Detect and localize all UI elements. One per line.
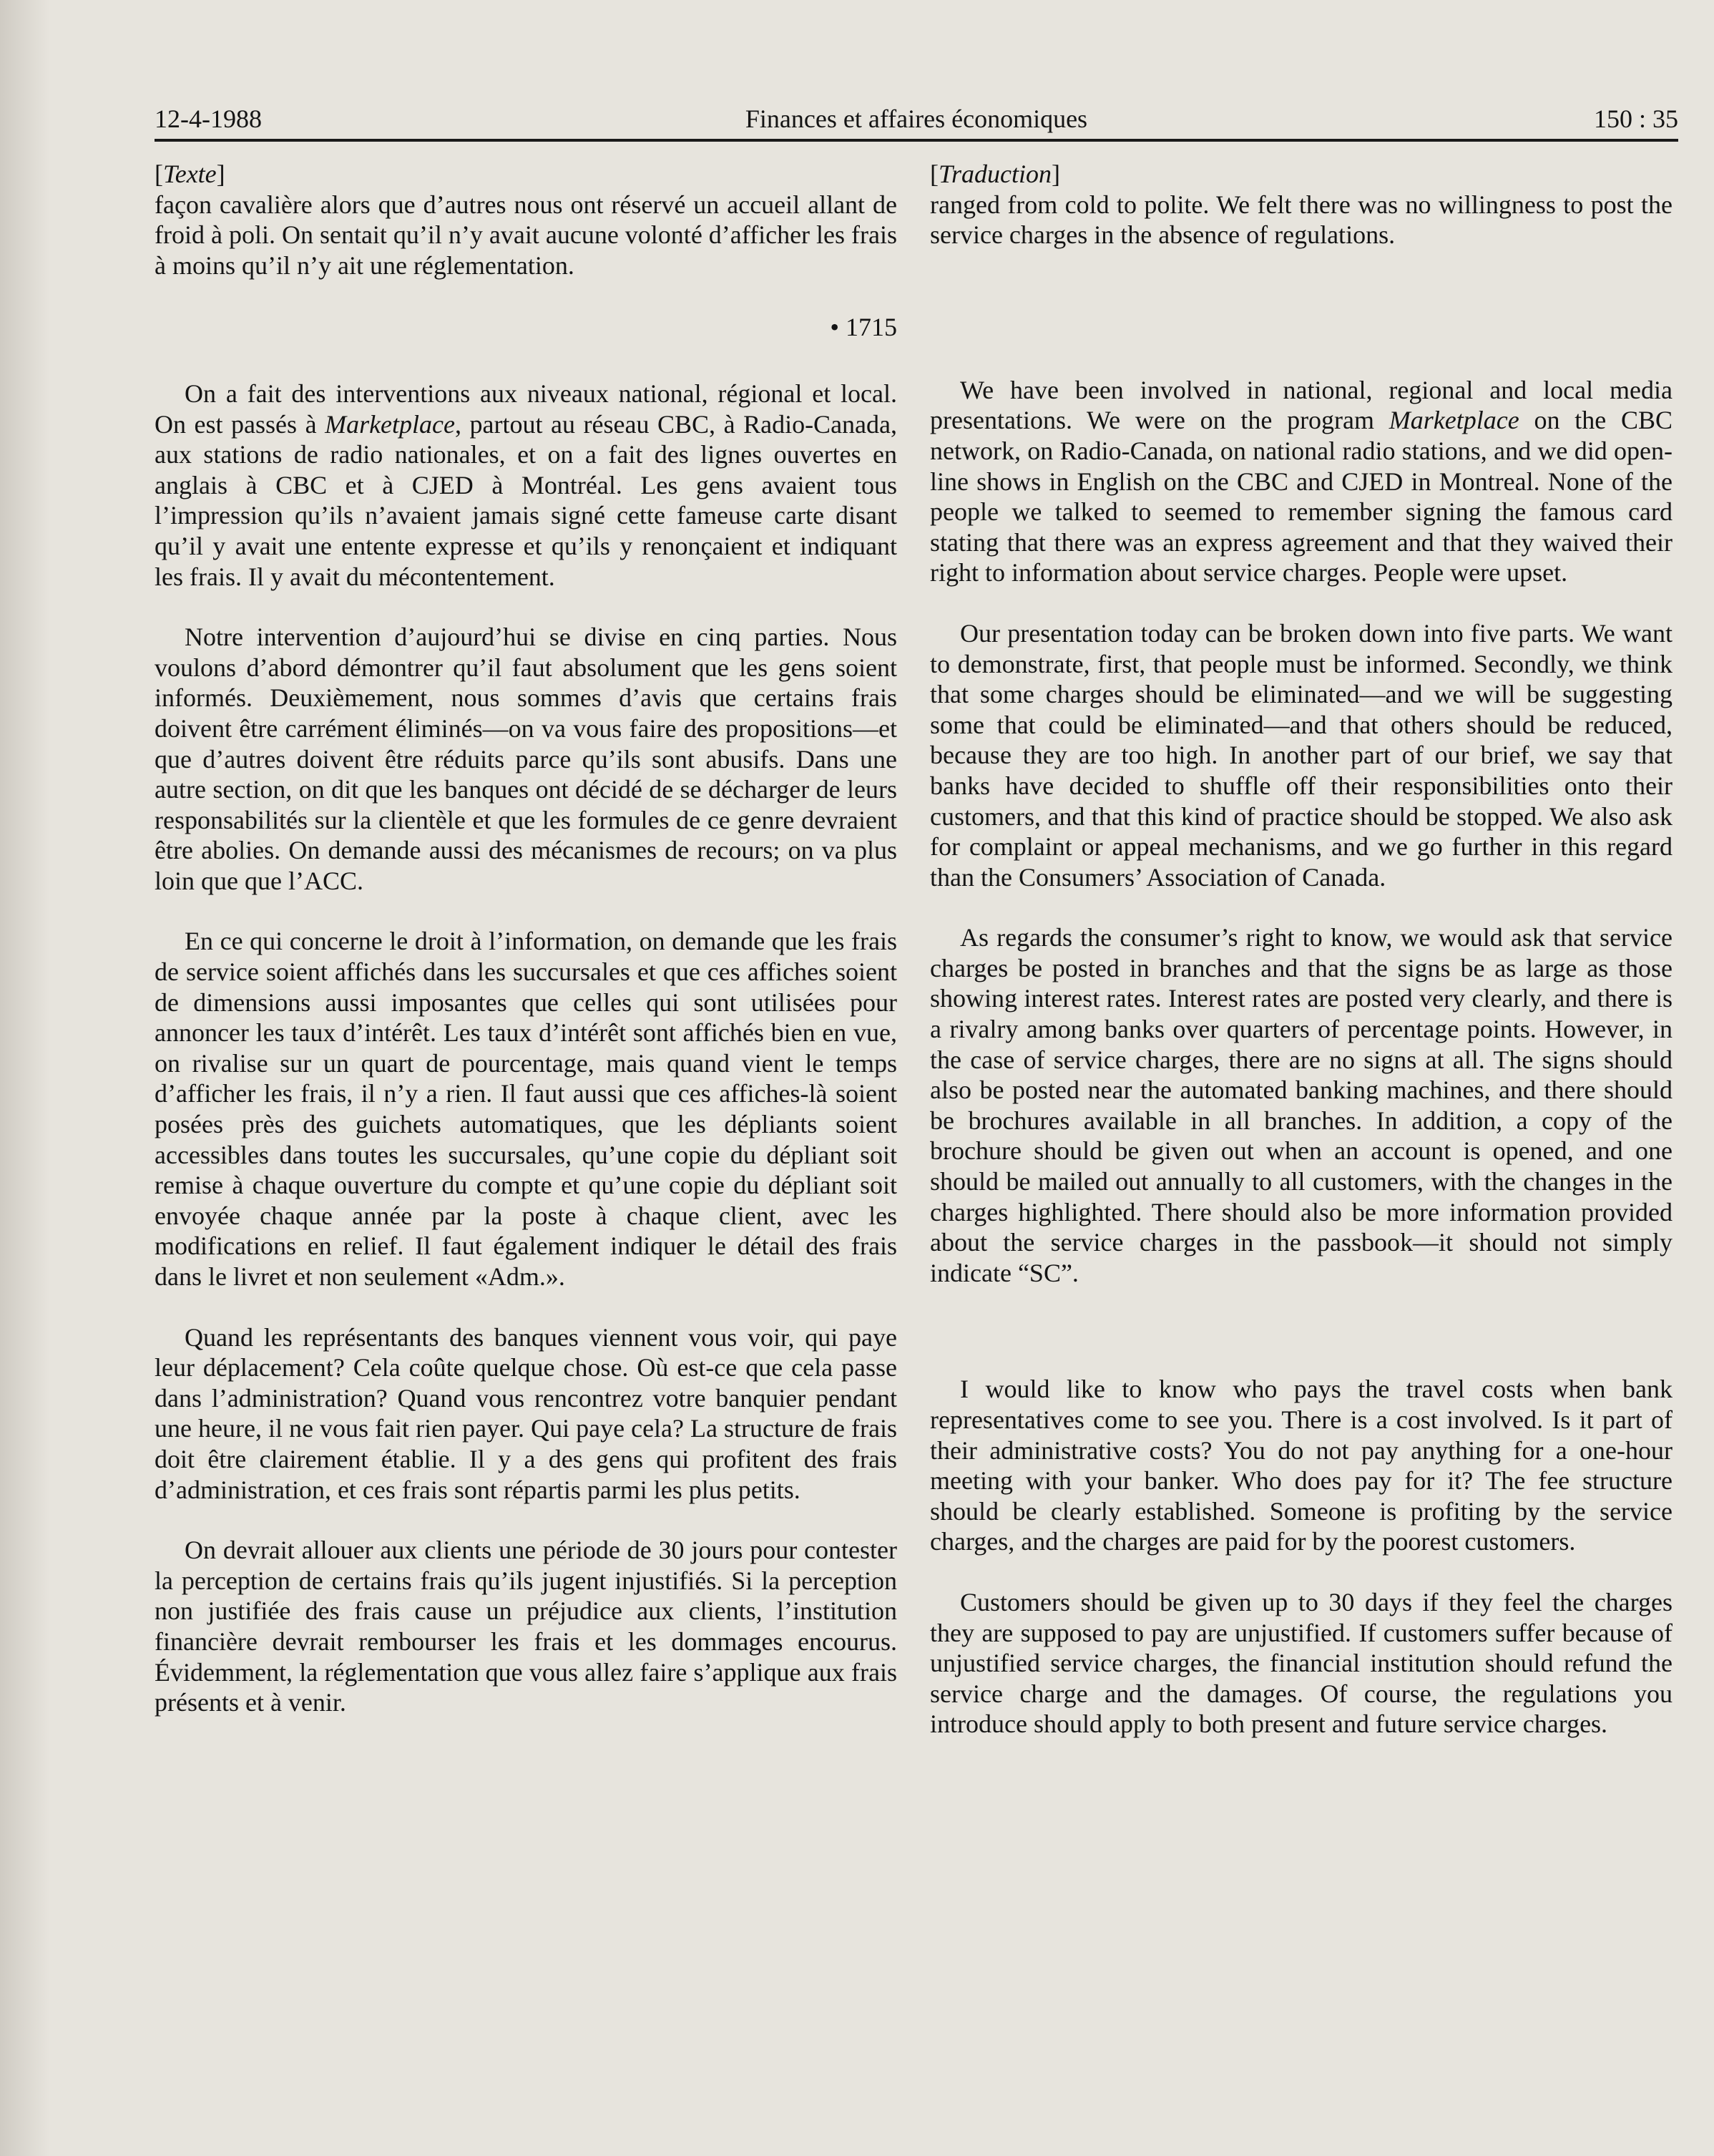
time-marker: • 1715 (830, 313, 897, 342)
paragraph-en-4: As regards the consumer’s right to know, we would ask that service charges be posted in branches and that the signs be as large as those showing interest rates. Interest rates are posted very clearly, and there is a rivalry among banks over quarters of percentage points. However, in the case of service charges, there are no signs at all. The signs should also be posted near the automated banking machines, and there should be brochures available in all branches. In addition, a copy of the brochure should be given out when an account is opened, and one should be mailed out annually to all customers, with the changes in the charges highlighted. There should also be more information provided about the service charges in the passbook—it should not simply indicate “SC”. (930, 923, 1673, 1287)
paragraph-en-3: Our presentation today can be broken down into five parts. We want to demonstrate, first, that people must be informed. Secondly, we think that some charges should be eliminated—and we will be suggesting some that could be eliminated—and that others should be reduced, because they are too high. In another part of our brief, we say that banks have decided to shuffle off their responsibilities onto their customers, and that this kind of practice should be stopped. We also ask for complaint or appeal mechanisms, and we go further in this regard than the Consumers’ Association of Canada. (930, 618, 1673, 892)
paragraph-fr-6: On devrait allouer aux clients une période de 30 jours pour contester la perception de certains frais qu’ils jugent injustifiés. Si la perception non justifiée des frais cause un préjudice aux clients, l’institution financière devrait rembourser les frais et les dommages encourus. Évidemment, la réglementation que vous allez faire s’applique aux frais présents et à venir. (155, 1536, 897, 1717)
label-texte: Texte (163, 160, 217, 188)
label-bracket-close: ] (216, 160, 225, 188)
paragraph-fr-2-part-a: On a fait des interventions aux niveaux national, régional et local. On est passés à (155, 379, 897, 439)
paragraph-en-6: Customers should be given up to 30 days if they feel the charges they are supposed to pay are unjustified. If customers suffer because of unjustified service charges, the financial institution should refund the service charge and the damages. Of course, the regulations you introduce should apply to both present and future service charges. (930, 1587, 1673, 1739)
header-date: 12-4-1988 (155, 104, 262, 133)
paragraph-fr-2 (155, 379, 897, 592)
section-label-traduction (930, 159, 1673, 190)
label-bracket-open: [ (930, 160, 939, 188)
paragraph-fr-3: Notre intervention d’aujourd’hui se divise en cinq parties. Nous voulons d’abord démontrer qu’il faut absolument que les gens soient informés. Deuxièmement, nous sommes d’avis que certains frais doivent être carrément éliminés—on va vous faire des propositions—et que d’autres doivent être réduits parce qu’ils sont abusifs. Dans une autre section, on dit que les banques ont décidé de se décharger de leurs responsabilités sur la clientèle et que les formules de ce genre devraient être abolies. On demande aussi des mécanismes de recours; on va plus loin que que l’ACC. (155, 623, 897, 895)
section-label-texte (155, 159, 897, 190)
paragraph-en-5: I would like to know who pays the travel costs when bank representatives come to see you. There is a cost involved. Is it part of their administrative costs? You do not pay anything for a one-hour meeting with your banker. Who does pay for it? The fee structure should be clearly established. Someone is profiting by the service charges, and the charges are paid for by the poorest customers. (930, 1375, 1673, 1556)
paragraph-en-2-part-a: We have been involved in national, regional and local media presentations. We were on the program (930, 375, 1673, 435)
paragraph-en-2-program-name: Marketplace (1389, 406, 1519, 435)
header-title: Finances et affaires économiques (745, 104, 1088, 133)
header-page-number: 150 : 35 (1593, 104, 1678, 133)
right-column-english (930, 159, 1673, 1740)
paragraph-fr-4: En ce qui concerne le droit à l’information, on demande que les frais de service soient affichés dans les succursales et que ces affiches soient de dimensions aussi imposantes que celles qui sont utilisées pour annoncer les taux d’intérêt. Les taux d’intérêt sont affichés bien en vue, on rivalise sur un quart de pourcentage, mais quand vient le temps d’afficher les frais, il n’y a rien. Il faut aussi que ces affiches-là soient posées près des guichets automatiques, que les dépliants soient accessibles dans toutes les succursales, qu’une copie du dépliant soit remise à chaque ouverture du compte et qu’une copie du dépliant soit envoyée chaque année par la poste à chaque client, avec les modifications en relief. Il faut également indiquer le détail des frais dans le livret et non seulement «Adm.». (155, 927, 897, 1291)
label-traduction: Traduction (939, 160, 1052, 188)
paragraph-fr-2-part-b: , partout au réseau CBC, à Radio-Canada, aux stations de radio nationales, et on a fait des lignes ouvertes en anglais à CBC et à CJED à Montréal. Les gens avaient tous l’impression qu’ils n’avaient jamais signé cette fameuse carte disant qu’il y avait une entente expresse et qu’ils y renonçaient et indiquant les frais. Il y avait du mécontentement. (155, 409, 898, 591)
paragraph-en-1: ranged from cold to polite. We felt there was no willingness to post the service charges in the absence of regulations. (930, 190, 1673, 250)
paragraph-fr-5: Quand les représentants des banques viennent vous voir, qui paye leur déplacement? Cela coûte quelque chose. Où est-ce que cela passe dans l’administration? Quand vous rencontrez votre banquier pendant une heure, il ne vous fait rien payer. Qui paye cela? La structure de frais doit être clairement établie. Il y a des gens qui profitent des frais d’administration, et ces frais sont répartis parmi les plus petits. (155, 1322, 897, 1504)
paragraph-en-2 (930, 375, 1673, 588)
label-bracket-close: ] (1052, 160, 1061, 188)
left-column-french (155, 159, 897, 1718)
paragraph-fr-2-program-name: Marketplace (325, 409, 455, 439)
paragraph-en-2-part-b: on the CBC network, on Radio-Canada, on national radio stations, and we did open-line shows in English on the CBC and CJED in Montreal. None of the people we talked to seemed to remember signing the famous card stating that there was an express agreement and that they waived their right to information about service charges. People were upset. (930, 406, 1673, 587)
page-header (155, 99, 1678, 142)
paragraph-fr-1: façon cavalière alors que d’autres nous ont réservé un accueil allant de froid à poli. On sentait qu’il n’y avait aucune volonté d’afficher les frais à moins qu’il n’y ait une réglementation. (155, 190, 897, 280)
label-bracket-open: [ (155, 160, 163, 188)
